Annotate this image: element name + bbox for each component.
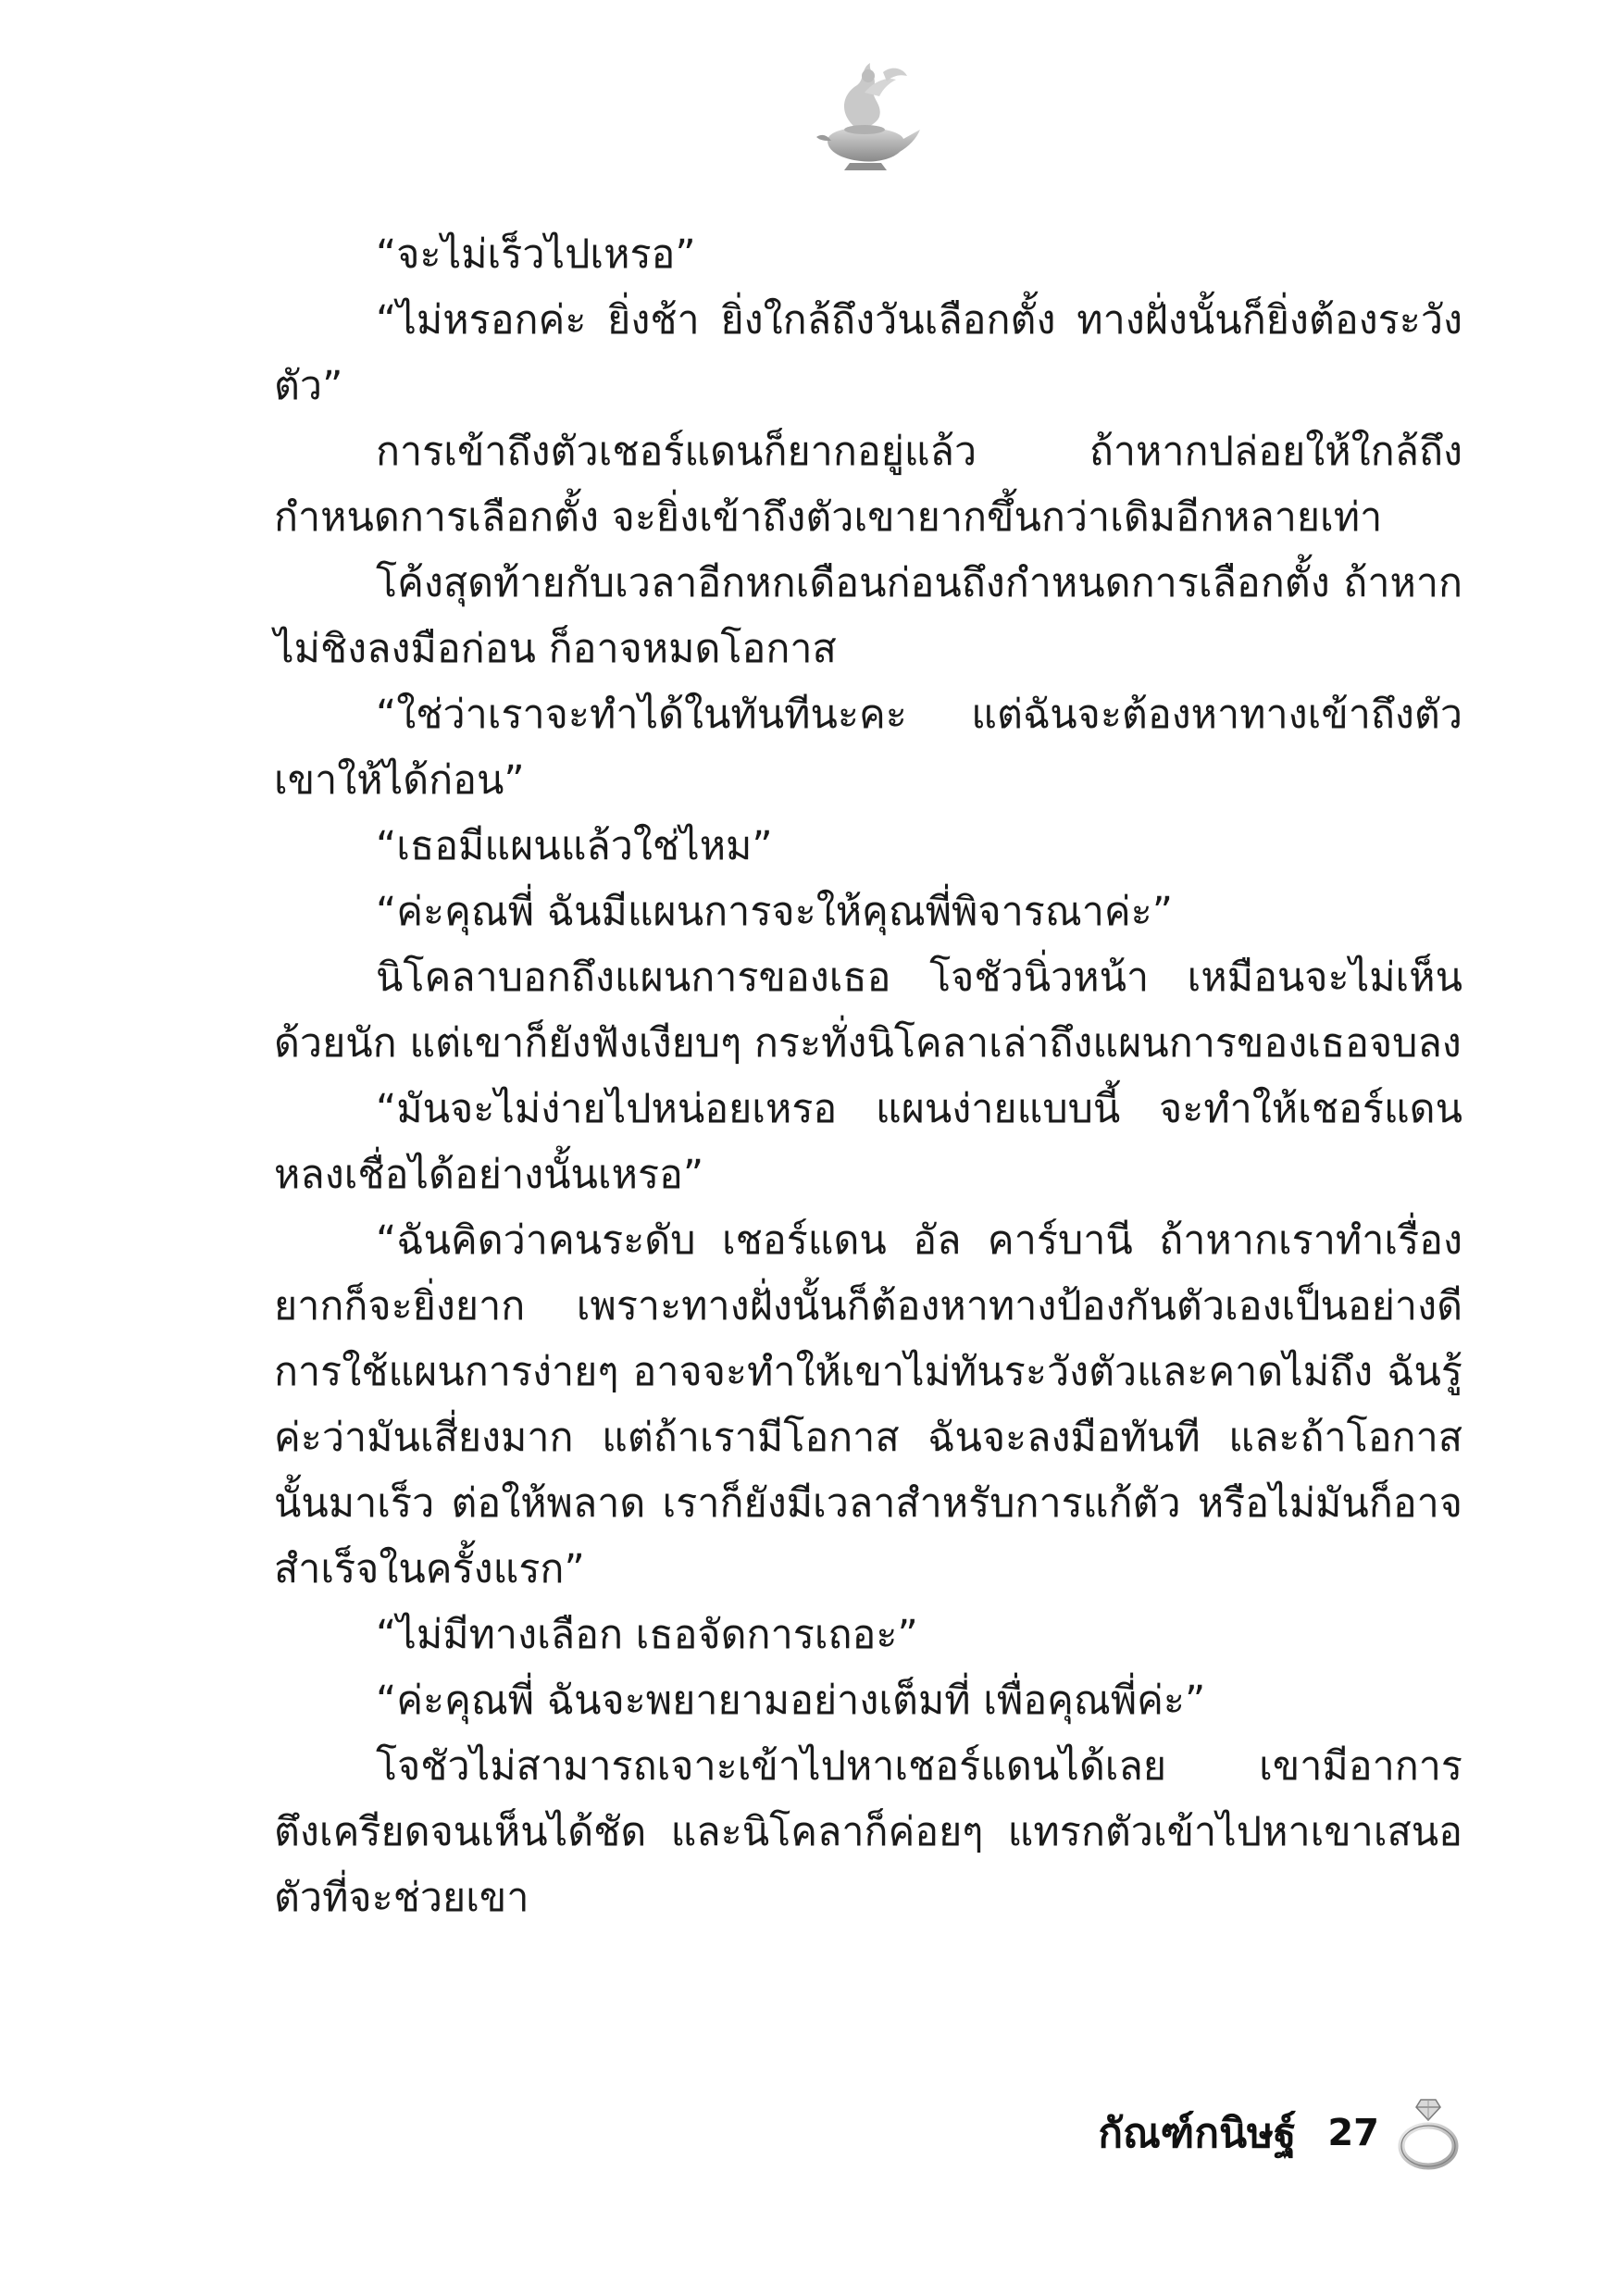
paragraph: “จะไม่เร็วไปเหรอ” — [376, 231, 696, 278]
paragraph: โค้งสุดท้ายกับเวลาอีกหกเดือนก่อนถึงกำหนดการเลือกตั้ง ถ้าหากไม่ชิงลงมือก่อน ก็อาจหมดโอกาส — [274, 560, 1462, 672]
paragraph: “ฉันคิดว่าคนระดับ เชอร์แดน อัล คาร์บานี ถ้าหากเราทำเรื่องยากก็จะยิ่งยาก เพราะทางฝั่งนั้นก็ต้องหาทางป้องกันตัวเองเป็นอย่างดี การใช้แผนการง่ายๆ อาจจะทำให้เขาไม่ทันระวังตัวและคาดไม่ถึง ฉันรู้ค่ะว่ามันเสี่ยงมาก แต่ถ้าเรามีโอกาส ฉันจะลงมือทันที และถ้าโอกาสนั้นมาเร็ว ต่อให้พลาด เราก็ยังมีเวลาสำหรับการแก้ตัว หรือไม่มันก็อาจสำเร็จในครั้งแรก” — [274, 1217, 1462, 1592]
story-body — [274, 222, 1462, 1931]
paragraph: นิโคลาบอกถึงแผนการของเธอ โจชัวนิ่วหน้า เหมือนจะไม่เห็นด้วยนัก แต่เขาก็ยังฟังเงียบๆ กระทั่งนิโคลาเล่าถึงแผนการของเธอจบลง — [274, 955, 1462, 1067]
page-number: 27 — [1327, 2112, 1379, 2154]
paragraph: “ค่ะคุณพี่ ฉันจะพยายามอย่างเต็มที่ เพื่อคุณพี่ค่ะ” — [376, 1678, 1206, 1724]
paragraph: “มันจะไม่ง่ายไปหน่อยเหรอ แผนง่ายแบบนี้ จะทำให้เชอร์แดนหลงเชื่อได้อย่างนั้นเหรอ” — [274, 1086, 1462, 1198]
paragraph: “ไม่หรอกค่ะ ยิ่งช้า ยิ่งใกล้ถึงวันเลือกตั้ง ทางฝั่งนั้นก็ยิ่งต้องระวังตัว” — [274, 297, 1462, 409]
paragraph: “ใช่ว่าเราจะทำได้ในทันทีนะคะ แต่ฉันจะต้องหาทางเข้าถึงตัวเขาให้ได้ก่อน” — [274, 692, 1462, 804]
paragraph: “ไม่มีทางเลือก เธอจัดการเถอะ” — [376, 1612, 918, 1658]
diamond-ring-icon — [1396, 2096, 1461, 2170]
author-name: กัณฑ์กนิษฐ์ — [1098, 2110, 1297, 2157]
paragraph: “เธอมีแผนแล้วใช่ไหม” — [376, 823, 773, 869]
paragraph: “ค่ะคุณพี่ ฉันมีแผนการจะให้คุณพี่พิจารณาค่ะ” — [376, 889, 1174, 935]
genie-lamp-icon — [800, 56, 929, 176]
paragraph: การเข้าถึงตัวเชอร์แดนก็ยากอยู่แล้ว ถ้าหากปล่อยให้ใกล้ถึงกำหนดการเลือกตั้ง จะยิ่งเข้าถึงตัวเขายากขึ้นกว่าเดิมอีกหลายเท่า — [274, 429, 1462, 541]
page-footer — [1098, 2096, 1461, 2170]
paragraph: โจชัวไม่สามารถเจาะเข้าไปหาเชอร์แดนได้เลย เขามีอาการตึงเครียดจนเห็นได้ชัด และนิโคลาก็ค่อยๆ แทรกตัวเข้าไปหาเขาเสนอตัวที่จะช่วยเขา — [274, 1743, 1462, 1921]
